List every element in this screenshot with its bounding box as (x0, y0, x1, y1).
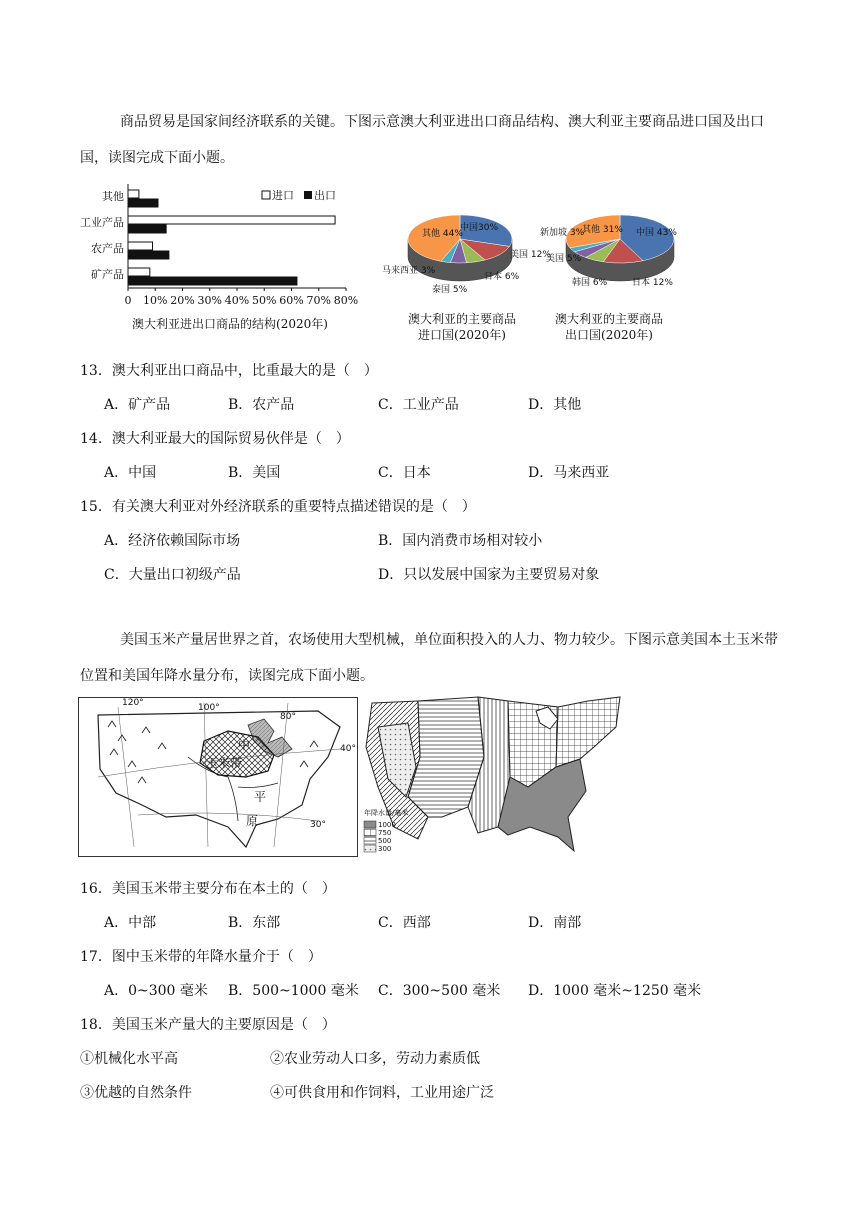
legend-export-label: 出口 (314, 189, 336, 202)
bar-import (128, 268, 150, 276)
map1-lat-30: 30° (310, 820, 326, 830)
q15-option-c[interactable]: C．大量出口初级产品 (104, 567, 241, 583)
bar-category-label: 矿产品 (91, 268, 124, 281)
q14-option-a[interactable]: A．中国 (104, 465, 157, 481)
map2-legend-title: 年降水量/毫米 (364, 809, 409, 817)
export-label-china: 中国 43% (636, 228, 677, 238)
q16-option-a[interactable]: A．中部 (104, 915, 157, 931)
bar-tick-label: 70% (306, 294, 331, 307)
map2-legend-swatch-500 (364, 837, 376, 844)
bar-tick-label: 0 (124, 294, 132, 307)
q13-option-c[interactable]: C．工业产品 (378, 397, 459, 413)
import-pie-caption-2: 进口国(2020年) (418, 328, 506, 342)
bar-tick-label: 60% (279, 294, 304, 307)
export-label-japan: 日本 12% (632, 278, 673, 288)
import-label-thailand: 泰国 5% (432, 285, 468, 295)
question-17-stem: 17．图中玉米带的年降水量介于（ ） (80, 949, 322, 965)
q16-option-d[interactable]: D．南部 (528, 915, 582, 931)
precipitation-map (358, 667, 628, 867)
import-pie-caption-1: 澳大利亚的主要商品 (407, 312, 517, 326)
map2-legend-swatch-1000 (364, 821, 376, 828)
q18-choice-1[interactable]: ①机械化水平高 (80, 1051, 178, 1067)
map2-northeast (556, 697, 620, 767)
bar-tick-label: 10% (143, 294, 168, 307)
question-14-stem: 14．澳大利亚最大的国际贸易伙伴是（ ） (80, 431, 350, 447)
q17-option-a[interactable]: A．0~300 毫米 (104, 983, 208, 999)
map2-legend-750: 750 (378, 829, 392, 837)
map2-legend-500: 500 (378, 837, 392, 845)
map2-legend (364, 821, 376, 852)
q15-option-b[interactable]: B．国内消费市场相对较小 (378, 533, 543, 549)
q14-option-d[interactable]: D．马来西亚 (528, 465, 610, 481)
import-label-other (422, 227, 463, 239)
map1-lon-80: 80° (280, 712, 296, 722)
bar-export (128, 225, 166, 233)
export-label-singapore: 新加坡 3% (540, 228, 585, 238)
map1-frame (79, 698, 358, 857)
export-label-other: 其他 31% (582, 225, 623, 235)
question-16-stem: 16．美国玉米带主要分布在本土的（ ） (80, 881, 336, 897)
q14-option-b[interactable]: B．美国 (228, 465, 281, 481)
map1-plain-char-2: 平 (254, 790, 267, 804)
map1-plain-char-3: 原 (246, 814, 259, 828)
export-countries-pie (536, 205, 676, 345)
question-18-stem: 18．美国玉米产量大的主要原因是（ ） (80, 1017, 336, 1033)
q13-option-a[interactable]: A．矿产品 (104, 397, 171, 413)
import-label-usa: 美国 12% (510, 250, 551, 260)
q17-option-c[interactable]: C．300~500 毫米 (378, 983, 501, 999)
map2-legend-300: 300 (378, 845, 392, 853)
bar-tick-label: 50% (252, 294, 277, 307)
map1-lat-40: 40° (340, 744, 356, 754)
corn-belt-map (78, 697, 358, 857)
trade-structure-bar-chart (80, 182, 370, 338)
import-countries-pie (380, 205, 551, 345)
legend-export-swatch (304, 191, 312, 199)
import-label-china: 中国30% (460, 223, 499, 233)
q17-option-d[interactable]: D．1000 毫米~1250 毫米 (528, 983, 702, 999)
map1-plain-char-1: 中 (238, 738, 251, 752)
bar-import (128, 242, 153, 250)
question-13-stem: 13．澳大利亚出口商品中，比重最大的是（ ） (80, 363, 378, 379)
export-pie-caption-1: 澳大利亚的主要商品 (554, 312, 664, 326)
q16-option-c[interactable]: C．西部 (378, 915, 431, 931)
legend-import-swatch (262, 191, 270, 199)
map2-legend-1000: 1000 (378, 821, 396, 829)
intro-paragraph-corn: 美国玉米产量居世界之首，农场使用大型机械，单位面积投入的人力、物力较少。下图示意美国本土玉米带位置和美国年降水量分布，读图完成下面小题。 (80, 632, 778, 684)
export-label-korea: 韩国 6% (572, 278, 608, 288)
bar-category-label: 农产品 (91, 242, 124, 255)
map2-legend-swatch-300 (364, 845, 376, 852)
bar-import (128, 216, 335, 224)
bar-import (128, 190, 139, 198)
q14-option-c[interactable]: C．日本 (378, 465, 431, 481)
map1-corn-belt-label: 玉米带 (206, 756, 243, 770)
import-label-japan: 日本 6% (484, 272, 520, 282)
import-label-malaysia: 马来西亚 3% (382, 266, 436, 276)
bar-tick-label: 40% (224, 294, 250, 307)
q13-option-d[interactable]: D．其他 (528, 397, 582, 413)
q16-option-b[interactable]: B．东部 (228, 915, 281, 931)
export-label-usa: 美国 5% (546, 254, 582, 264)
q15-option-a[interactable]: A．经济依赖国际市场 (104, 533, 241, 549)
q18-choice-3[interactable]: ③优越的自然条件 (80, 1085, 192, 1101)
bar-tick-label: 30% (197, 294, 222, 307)
export-pie-caption-2: 出口国(2020年) (565, 328, 653, 342)
intro-paragraph-trade: 商品贸易是国家间经济联系的关键。下图示意澳大利亚进出口商品结构、澳大利亚主要商品进口国及出口国，读图完成下面小题。 (80, 114, 764, 166)
bar-category-label: 工业产品 (80, 216, 124, 229)
bar-export (128, 277, 297, 285)
bar-tick-label: 20% (170, 294, 195, 307)
q15-option-d[interactable]: D．只以发展中国家为主要贸易对象 (378, 567, 600, 583)
import-label-other-text: 其他 44% (422, 229, 463, 239)
bar-tick-label: 80% (333, 294, 359, 307)
bar-export (128, 199, 158, 207)
q13-option-b[interactable]: B．农产品 (228, 397, 295, 413)
map1-lon-120: 120° (122, 698, 144, 708)
map2-legend-swatch-750 (364, 829, 376, 836)
q18-choice-4[interactable]: ④可供食用和作饲料，工业用途广泛 (270, 1085, 494, 1101)
bar-export (128, 251, 169, 259)
map1-lon-100: 100° (198, 703, 220, 713)
question-15-stem: 15．有关澳大利亚对外经济联系的重要特点描述错误的是（ ） (80, 499, 476, 515)
legend-import-label: 进口 (272, 189, 294, 202)
bar-category-label: 其他 (102, 190, 124, 203)
q17-option-b[interactable]: B．500~1000 毫米 (228, 983, 359, 999)
q18-choice-2[interactable]: ②农业劳动人口多，劳动力素质低 (270, 1051, 480, 1067)
bar-chart-caption: 澳大利亚进出口商品的结构(2020年) (132, 317, 328, 331)
